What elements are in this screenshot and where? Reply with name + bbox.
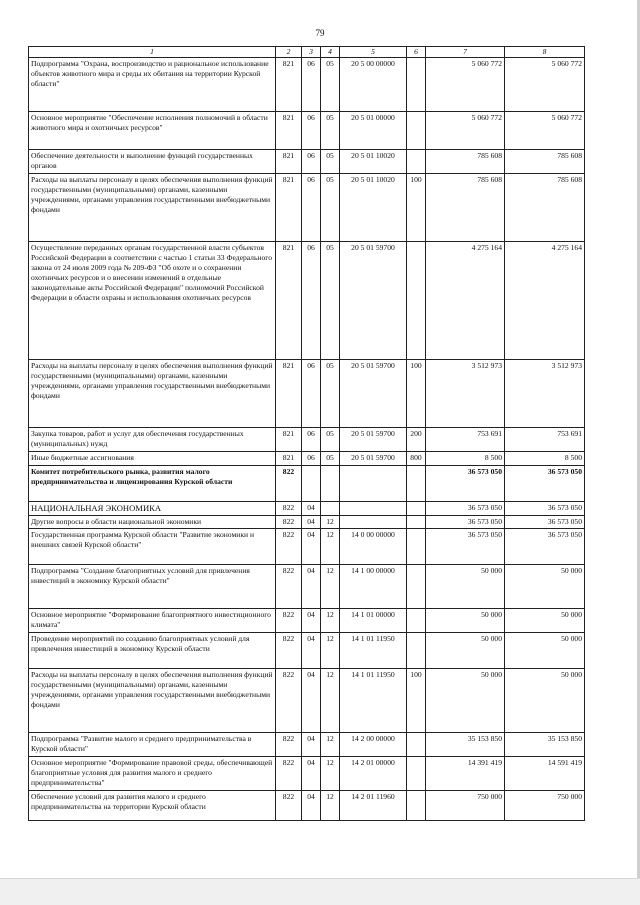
table-row xyxy=(29,757,585,791)
subsection-code-cell: 12 xyxy=(321,529,340,565)
column-header: 1 xyxy=(29,47,276,58)
amount-cell: 36 573 050 xyxy=(426,529,505,565)
row-name-cell: Основное мероприятие "Формирование благоприятного инвестиционного климата" xyxy=(29,609,276,633)
row-name-cell: НАЦИОНАЛЬНАЯ ЭКОНОМИКА xyxy=(29,502,276,516)
ministry-code-cell: 822 xyxy=(276,669,302,733)
subsection-code-cell: 12 xyxy=(321,733,340,757)
expense-type-cell: 100 xyxy=(407,360,426,428)
amount-cell: 35 153 850 xyxy=(505,733,585,757)
row-name-cell: Закупка товаров, работ и услуг для обеспечения государственных (муниципальных) нужд xyxy=(29,428,276,452)
ministry-code-cell: 822 xyxy=(276,757,302,791)
amount-cell: 785 608 xyxy=(426,174,505,242)
target-article-cell: 14 1 01 11950 xyxy=(340,633,407,669)
amount-cell: 785 608 xyxy=(426,150,505,174)
ministry-code-cell: 822 xyxy=(276,733,302,757)
target-article-cell: 20 5 00 00000 xyxy=(340,58,407,112)
section-code-cell: 06 xyxy=(302,452,321,466)
ministry-code-cell: 822 xyxy=(276,791,302,821)
subsection-code-cell xyxy=(321,502,340,516)
expense-type-cell: 800 xyxy=(407,452,426,466)
subsection-code-cell: 05 xyxy=(321,452,340,466)
amount-cell: 8 500 xyxy=(505,452,585,466)
table-row xyxy=(29,466,585,502)
row-name-cell: Обеспечение деятельности и выполнение функций государственных органов xyxy=(29,150,276,174)
expense-type-cell xyxy=(407,633,426,669)
amount-cell: 36 573 050 xyxy=(426,502,505,516)
section-code-cell: 04 xyxy=(302,609,321,633)
subsection-code-cell: 12 xyxy=(321,516,340,529)
row-name-cell: Обеспечение условий для развития малого и среднего предпринимательства на территории Курской области xyxy=(29,791,276,821)
ministry-code-cell: 822 xyxy=(276,516,302,529)
amount-cell: 785 608 xyxy=(505,150,585,174)
target-article-cell: 14 2 01 00000 xyxy=(340,757,407,791)
section-code-cell: 06 xyxy=(302,174,321,242)
subsection-code-cell: 05 xyxy=(321,428,340,452)
expense-type-cell xyxy=(407,112,426,150)
amount-cell: 14 591 419 xyxy=(505,757,585,791)
table-row xyxy=(29,58,585,112)
subsection-code-cell: 05 xyxy=(321,112,340,150)
ministry-code-cell: 822 xyxy=(276,529,302,565)
column-header: 6 xyxy=(407,47,426,58)
subsection-code-cell: 05 xyxy=(321,242,340,360)
table-row xyxy=(29,452,585,466)
column-header: 2 xyxy=(276,47,302,58)
amount-cell: 36 573 050 xyxy=(505,466,585,502)
amount-cell: 750 000 xyxy=(426,791,505,821)
ministry-code-cell: 822 xyxy=(276,502,302,516)
expense-type-cell xyxy=(407,565,426,609)
target-article-cell: 20 5 01 59700 xyxy=(340,242,407,360)
ministry-code-cell: 821 xyxy=(276,428,302,452)
column-header: 8 xyxy=(505,47,585,58)
table-row xyxy=(29,150,585,174)
expense-type-cell: 100 xyxy=(407,669,426,733)
expense-type-cell xyxy=(407,466,426,502)
expense-type-cell xyxy=(407,58,426,112)
row-name-cell: Подпрограмма "Создание благоприятных условий для привлечения инвестиций в экономику Курской области" xyxy=(29,565,276,609)
amount-cell: 5 060 772 xyxy=(505,58,585,112)
row-name-cell: Расходы на выплаты персоналу в целях обеспечения выполнения функций государственными (муниципальными) органами, казенными учреждениями, органами управления государственными внебюджетными фондами xyxy=(29,360,276,428)
expense-type-cell xyxy=(407,150,426,174)
amount-cell: 36 573 050 xyxy=(426,466,505,502)
column-header: 4 xyxy=(321,47,340,58)
amount-cell: 50 000 xyxy=(426,565,505,609)
section-code-cell: 06 xyxy=(302,112,321,150)
subsection-code-cell: 05 xyxy=(321,58,340,112)
amount-cell: 5 060 772 xyxy=(426,58,505,112)
amount-cell: 36 573 050 xyxy=(426,516,505,529)
amount-cell: 4 275 164 xyxy=(426,242,505,360)
row-name-cell: Основное мероприятие "Формирование правовой среды, обеспечивающей благоприятные условия для развития малого и среднего предпринимательства" xyxy=(29,757,276,791)
row-name-cell: Осуществление переданных органам государственной власти субъектов Российской Федерации в соответствии с частью 1 статьи 33 Федерального закона от 24 июля 2009 года № 209-ФЗ "Об охоте и о сохранении охотничьих ресурсов и о внесении изменений в отдельные законодательные акты Российской Федерации" полномочий Российской Федерации в области охраны и использования охотничьих ресурсов xyxy=(29,242,276,360)
amount-cell: 35 153 850 xyxy=(426,733,505,757)
ministry-code-cell: 822 xyxy=(276,609,302,633)
subsection-code-cell: 12 xyxy=(321,565,340,609)
table-row xyxy=(29,529,585,565)
table-row xyxy=(29,360,585,428)
row-name-cell: Иные бюджетные ассигнования xyxy=(29,452,276,466)
target-article-cell: 20 5 01 10020 xyxy=(340,174,407,242)
row-name-cell: Комитет потребительского рынка, развития малого предпринимательства и лицензирования Курской области xyxy=(29,466,276,502)
ministry-code-cell: 821 xyxy=(276,58,302,112)
amount-cell: 4 275 164 xyxy=(505,242,585,360)
target-article-cell xyxy=(340,516,407,529)
row-name-cell: Государственная программа Курской области "Развитие экономики и внешних связей Курской области" xyxy=(29,529,276,565)
section-code-cell xyxy=(302,466,321,502)
amount-cell: 50 000 xyxy=(426,669,505,733)
subsection-code-cell: 12 xyxy=(321,669,340,733)
table-row xyxy=(29,516,585,529)
subsection-code-cell: 12 xyxy=(321,633,340,669)
amount-cell: 785 608 xyxy=(505,174,585,242)
expense-type-cell xyxy=(407,757,426,791)
amount-cell: 36 573 050 xyxy=(505,502,585,516)
table-row xyxy=(29,428,585,452)
table-row xyxy=(29,633,585,669)
ministry-code-cell: 821 xyxy=(276,150,302,174)
section-code-cell: 06 xyxy=(302,58,321,112)
amount-cell: 36 573 050 xyxy=(505,529,585,565)
page-number: 79 xyxy=(315,28,325,38)
row-name-cell: Проведение мероприятий по созданию благоприятных условий для привлечения инвестиций в экономику Курской области xyxy=(29,633,276,669)
table-row xyxy=(29,733,585,757)
section-code-cell: 04 xyxy=(302,791,321,821)
section-code-cell: 04 xyxy=(302,529,321,565)
expense-type-cell xyxy=(407,609,426,633)
scan-margin xyxy=(0,878,640,905)
target-article-cell: 14 1 01 00000 xyxy=(340,609,407,633)
amount-cell: 753 691 xyxy=(426,428,505,452)
row-name-cell: Расходы на выплаты персоналу в целях обеспечения выполнения функций государственными (муниципальными) органами, казенными учреждениями, органами управления государственными внебюджетными фондами xyxy=(29,669,276,733)
section-code-cell: 04 xyxy=(302,516,321,529)
amount-cell: 50 000 xyxy=(505,609,585,633)
ministry-code-cell: 821 xyxy=(276,174,302,242)
subsection-code-cell: 05 xyxy=(321,360,340,428)
amount-cell: 50 000 xyxy=(505,633,585,669)
table-row xyxy=(29,565,585,609)
target-article-cell: 14 0 00 00000 xyxy=(340,529,407,565)
target-article-cell: 14 1 00 00000 xyxy=(340,565,407,609)
row-name-cell: Расходы на выплаты персоналу в целях обеспечения выполнения функций государственными (муниципальными) органами, казенными учреждениями, органами управления государственными внебюджетными фондами xyxy=(29,174,276,242)
ministry-code-cell: 821 xyxy=(276,242,302,360)
target-article-cell: 20 5 01 00000 xyxy=(340,112,407,150)
ministry-code-cell: 821 xyxy=(276,452,302,466)
amount-cell: 5 060 772 xyxy=(426,112,505,150)
target-article-cell: 20 5 01 10020 xyxy=(340,150,407,174)
amount-cell: 753 691 xyxy=(505,428,585,452)
amount-cell: 3 512 973 xyxy=(426,360,505,428)
row-name-cell: Подпрограмма "Охрана, воспроизводство и рациональное использование объектов животного мира и среды их обитания на территории Курской области" xyxy=(29,58,276,112)
section-code-cell: 04 xyxy=(302,565,321,609)
section-code-cell: 04 xyxy=(302,502,321,516)
target-article-cell xyxy=(340,466,407,502)
row-name-cell: Основное мероприятие "Обеспечение исполнения полномочий в области животного мира и охотничьих ресурсов" xyxy=(29,112,276,150)
column-header: 5 xyxy=(340,47,407,58)
expense-type-cell xyxy=(407,791,426,821)
subsection-code-cell xyxy=(321,466,340,502)
amount-cell: 50 000 xyxy=(426,633,505,669)
expense-type-cell xyxy=(407,733,426,757)
amount-cell: 3 512 973 xyxy=(505,360,585,428)
amount-cell: 5 060 772 xyxy=(505,112,585,150)
row-name-cell: Подпрограмма "Развитие малого и среднего предпринимательства в Курской области" xyxy=(29,733,276,757)
ministry-code-cell: 821 xyxy=(276,112,302,150)
table-row xyxy=(29,112,585,150)
target-article-cell: 20 5 01 59700 xyxy=(340,428,407,452)
section-code-cell: 04 xyxy=(302,669,321,733)
subsection-code-cell: 12 xyxy=(321,791,340,821)
expense-type-cell xyxy=(407,529,426,565)
section-code-cell: 06 xyxy=(302,150,321,174)
expense-type-cell: 100 xyxy=(407,174,426,242)
expense-type-cell: 200 xyxy=(407,428,426,452)
budget-table xyxy=(28,46,585,821)
section-code-cell: 04 xyxy=(302,633,321,669)
expense-type-cell xyxy=(407,242,426,360)
section-code-cell: 06 xyxy=(302,242,321,360)
ministry-code-cell: 821 xyxy=(276,360,302,428)
column-number-row xyxy=(29,47,585,58)
subsection-code-cell: 05 xyxy=(321,174,340,242)
table-row xyxy=(29,174,585,242)
subsection-code-cell: 12 xyxy=(321,757,340,791)
amount-cell: 50 000 xyxy=(426,609,505,633)
section-code-cell: 04 xyxy=(302,757,321,791)
amount-cell: 36 573 050 xyxy=(505,516,585,529)
target-article-cell: 14 2 00 00000 xyxy=(340,733,407,757)
amount-cell: 50 000 xyxy=(505,565,585,609)
table-row xyxy=(29,502,585,516)
amount-cell: 14 391 419 xyxy=(426,757,505,791)
target-article-cell: 20 5 01 59700 xyxy=(340,452,407,466)
table-row xyxy=(29,242,585,360)
ministry-code-cell: 822 xyxy=(276,633,302,669)
subsection-code-cell: 05 xyxy=(321,150,340,174)
column-header: 3 xyxy=(302,47,321,58)
section-code-cell: 06 xyxy=(302,360,321,428)
target-article-cell: 14 1 01 11950 xyxy=(340,669,407,733)
ministry-code-cell: 822 xyxy=(276,565,302,609)
section-code-cell: 04 xyxy=(302,733,321,757)
amount-cell: 8 500 xyxy=(426,452,505,466)
subsection-code-cell: 12 xyxy=(321,609,340,633)
ministry-code-cell: 822 xyxy=(276,466,302,502)
expense-type-cell xyxy=(407,516,426,529)
target-article-cell: 20 5 01 59700 xyxy=(340,360,407,428)
amount-cell: 750 000 xyxy=(505,791,585,821)
table-row xyxy=(29,609,585,633)
target-article-cell: 14 2 01 11960 xyxy=(340,791,407,821)
amount-cell: 50 000 xyxy=(505,669,585,733)
row-name-cell: Другие вопросы в области национальной экономики xyxy=(29,516,276,529)
column-header: 7 xyxy=(426,47,505,58)
table-row xyxy=(29,669,585,733)
target-article-cell xyxy=(340,502,407,516)
section-code-cell: 06 xyxy=(302,428,321,452)
expense-type-cell xyxy=(407,502,426,516)
table-row xyxy=(29,791,585,821)
